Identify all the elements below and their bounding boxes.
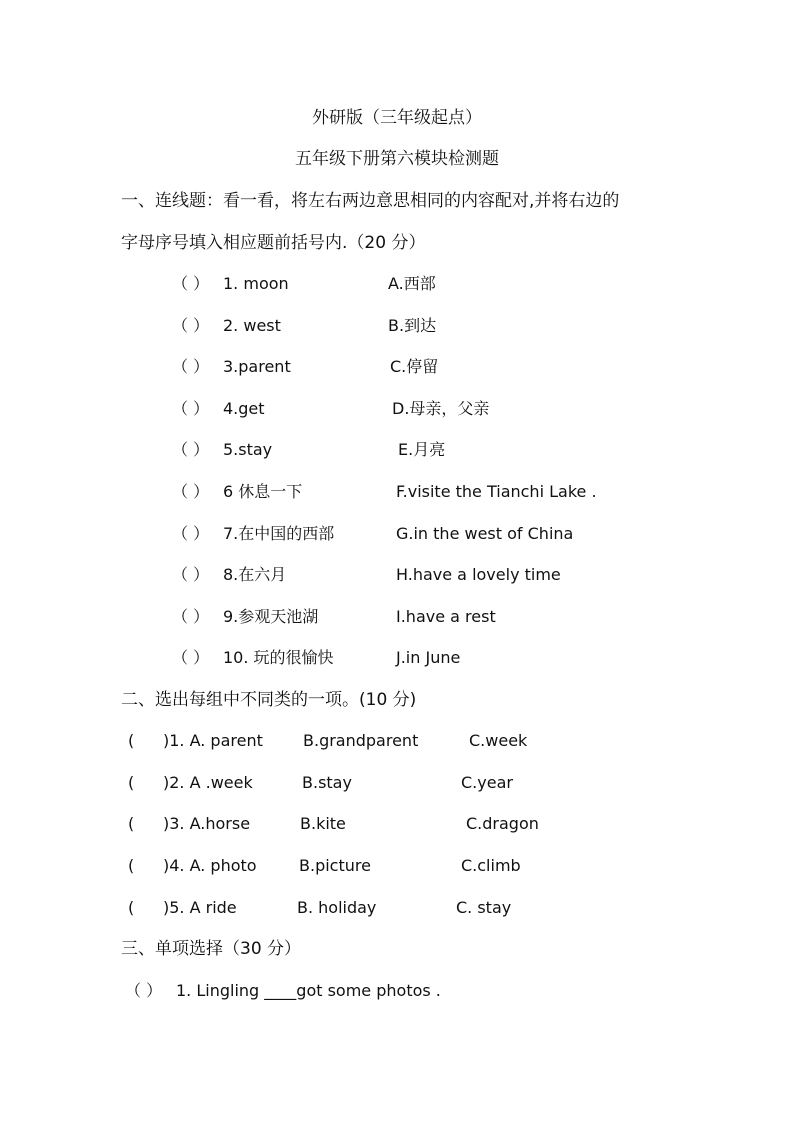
section1-heading-line2: 字母序号填入相应题前括号内.（20 分） bbox=[121, 233, 426, 253]
option-a: )2. A .week bbox=[163, 773, 253, 792]
answer-paren[interactable]: （ ） bbox=[172, 399, 210, 418]
item-right: J.in June bbox=[396, 648, 461, 667]
answer-paren[interactable]: （ ） bbox=[172, 648, 210, 667]
item-left: 9.参观天池湖 bbox=[223, 607, 319, 626]
item-right: B.到达 bbox=[388, 316, 437, 335]
item-right: D.母亲，父亲 bbox=[392, 399, 490, 418]
answer-paren[interactable]: （ ） bbox=[125, 981, 163, 1000]
section2-heading: 二、选出每组中不同类的一项。(10 分) bbox=[121, 690, 417, 710]
answer-paren[interactable]: （ ） bbox=[172, 440, 210, 459]
item-left: 10. 玩的很愉快 bbox=[223, 648, 334, 667]
item-right: E.月亮 bbox=[398, 440, 446, 459]
section1-heading-line1: 一、连线题：看一看，将左右两边意思相同的内容配对,并将右边的 bbox=[121, 191, 620, 211]
answer-paren[interactable]: ( bbox=[128, 731, 135, 750]
option-c: C.year bbox=[461, 773, 513, 792]
item-left: 4.get bbox=[223, 399, 265, 418]
item-right: G.in the west of China bbox=[396, 524, 574, 543]
item-left: 3.parent bbox=[223, 357, 291, 376]
item-left: 8.在六月 bbox=[223, 565, 287, 584]
option-b: B.stay bbox=[302, 773, 352, 792]
item-left: 5.stay bbox=[223, 440, 273, 459]
answer-paren[interactable]: （ ） bbox=[172, 565, 210, 584]
answer-paren[interactable]: ( bbox=[128, 856, 135, 875]
option-a: )5. A ride bbox=[163, 898, 237, 917]
option-c: C.week bbox=[469, 731, 528, 750]
option-c: C.climb bbox=[461, 856, 521, 875]
answer-paren[interactable]: （ ） bbox=[172, 482, 210, 501]
question-text: 1. Lingling ____got some photos . bbox=[176, 981, 441, 1000]
item-right: I.have a rest bbox=[396, 607, 496, 626]
option-b: B.kite bbox=[300, 814, 346, 833]
answer-paren[interactable]: （ ） bbox=[172, 274, 210, 293]
item-left: 7.在中国的西部 bbox=[223, 524, 335, 543]
answer-paren[interactable]: ( bbox=[128, 773, 135, 792]
answer-paren[interactable]: （ ） bbox=[172, 607, 210, 626]
item-right: A.西部 bbox=[388, 274, 436, 293]
item-right: C.停留 bbox=[390, 357, 439, 376]
item-right: F.visite the Tianchi Lake . bbox=[396, 482, 597, 501]
answer-paren[interactable]: （ ） bbox=[172, 357, 210, 376]
option-a: )3. A.horse bbox=[163, 814, 251, 833]
option-b: B.grandparent bbox=[303, 731, 419, 750]
item-left: 1. moon bbox=[223, 274, 289, 293]
option-b: B.picture bbox=[299, 856, 371, 875]
option-c: C. stay bbox=[456, 898, 512, 917]
answer-paren[interactable]: ( bbox=[128, 814, 135, 833]
option-a: )1. A. parent bbox=[163, 731, 263, 750]
document-subtitle: 五年级下册第六模块检测题 bbox=[295, 149, 499, 169]
item-left: 6 休息一下 bbox=[223, 482, 303, 501]
document-title: 外研版（三年级起点） bbox=[312, 108, 482, 128]
answer-paren[interactable]: （ ） bbox=[172, 524, 210, 543]
item-left: 2. west bbox=[223, 316, 281, 335]
answer-paren[interactable]: （ ） bbox=[172, 316, 210, 335]
option-c: C.dragon bbox=[466, 814, 539, 833]
answer-paren[interactable]: ( bbox=[128, 898, 135, 917]
item-right: H.have a lovely time bbox=[396, 565, 561, 584]
option-b: B. holiday bbox=[297, 898, 377, 917]
option-a: )4. A. photo bbox=[163, 856, 257, 875]
section3-heading: 三、单项选择（30 分） bbox=[121, 939, 302, 959]
